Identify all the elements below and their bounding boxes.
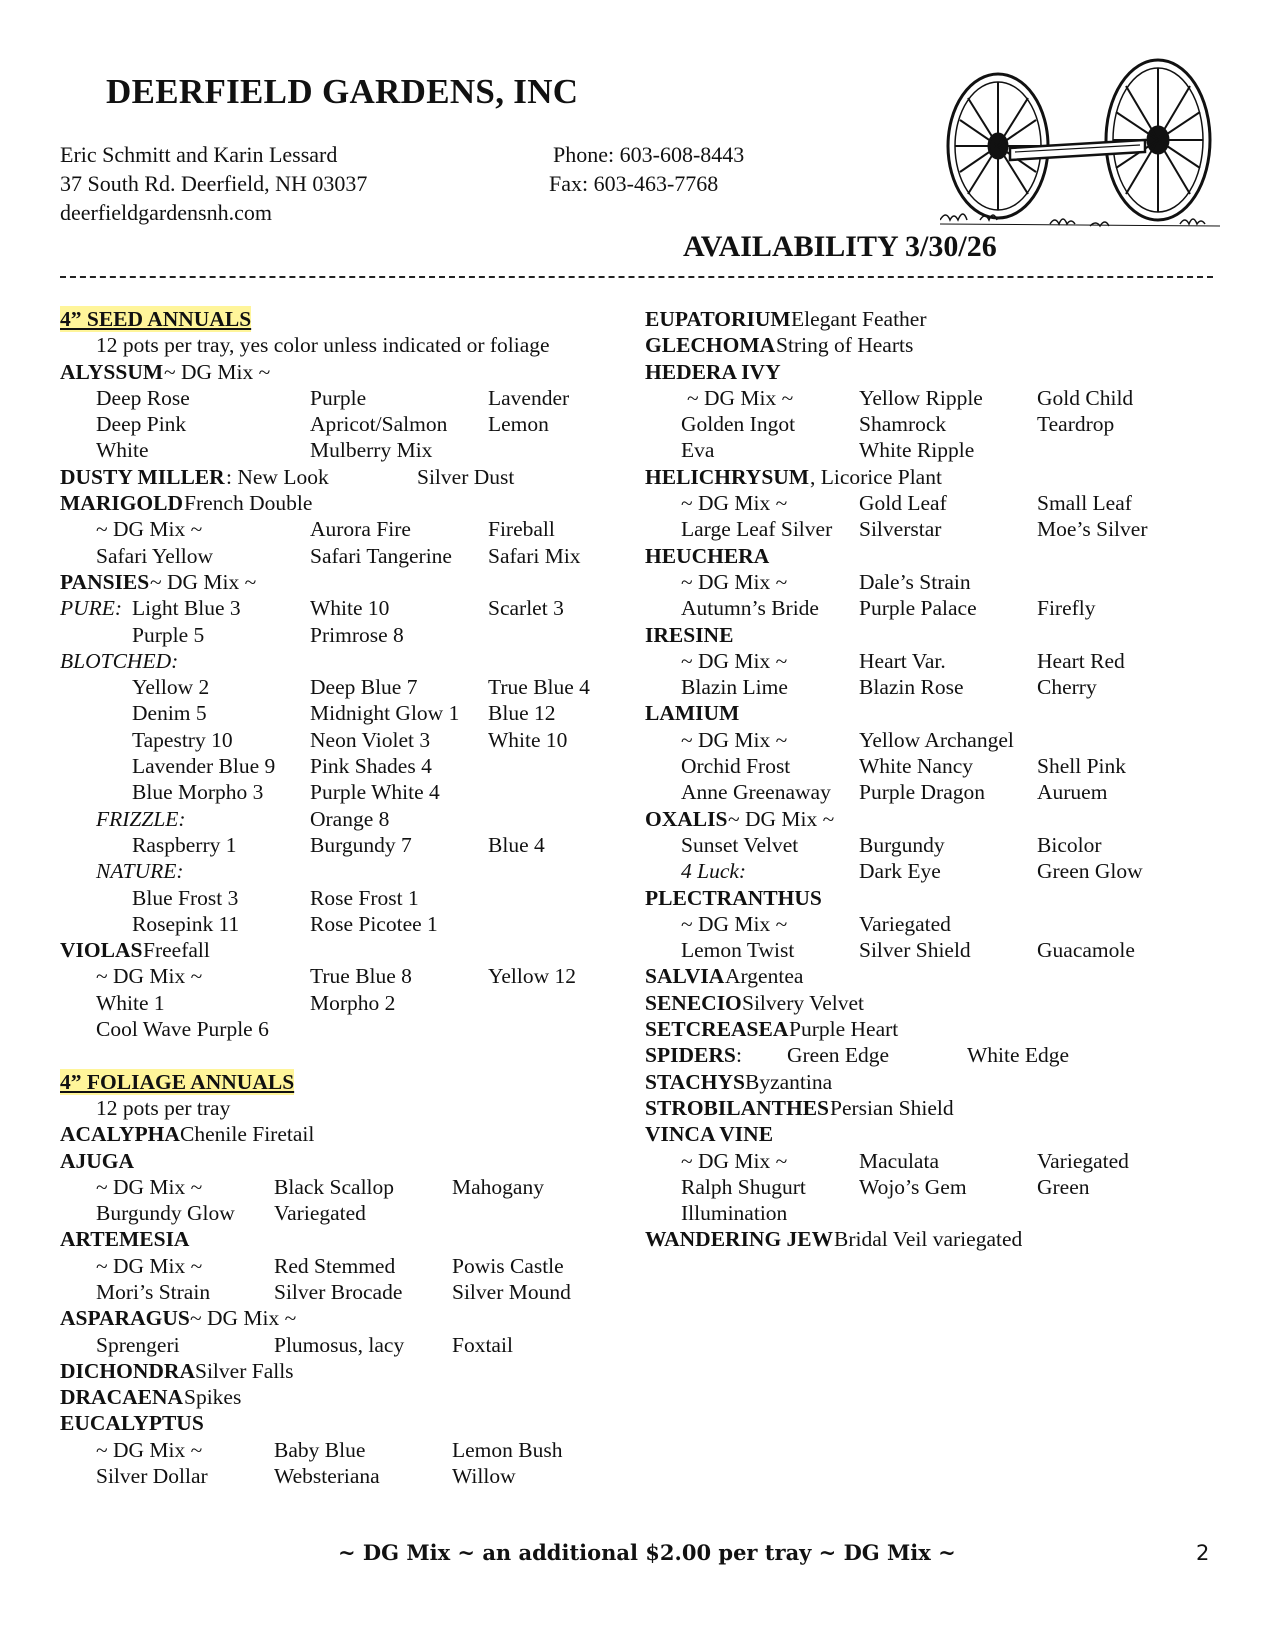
plant-subtitle: Freefall — [143, 938, 210, 963]
variety: Safari Tangerine — [310, 543, 452, 568]
variety: Burgundy Glow — [96, 1201, 235, 1226]
variety: Shell Pink — [1037, 754, 1127, 779]
variety: Purple White 4 — [310, 780, 440, 805]
variety: Blazin Rose — [859, 675, 964, 700]
variety: ~ DG Mix ~ — [687, 385, 794, 410]
variety: Moe’s Silver — [1037, 517, 1148, 542]
wagon-wheels-icon — [940, 48, 1220, 238]
variety: Firefly — [1037, 596, 1096, 621]
variety: Yellow 12 — [488, 964, 577, 989]
plant-heading: SALVIA — [645, 964, 725, 989]
variety: Rosepink 11 — [132, 911, 240, 936]
plant-subtitle: Spikes — [184, 1385, 242, 1410]
variety: Burgundy — [859, 832, 945, 857]
variety: Cool Wave Purple 6 — [96, 1017, 269, 1042]
plant-subtitle: Chenile Firetail — [180, 1122, 315, 1147]
variety: ~ DG Mix ~ — [681, 648, 788, 673]
variety: Purple — [310, 385, 367, 410]
plant-heading: HEDERA IVY — [645, 359, 781, 384]
plant-heading: STACHYS — [645, 1069, 745, 1094]
variety-label: FRIZZLE: — [96, 806, 186, 831]
variety: Heart Red — [1037, 648, 1125, 673]
variety: White 10 — [488, 727, 568, 752]
variety: Guacamole — [1037, 938, 1135, 963]
plant-heading: HEUCHERA — [645, 543, 770, 568]
plant-heading: EUCALYPTUS — [60, 1411, 204, 1436]
variety: ~ DG Mix ~ — [681, 491, 788, 516]
page-number: 2 — [1196, 1541, 1210, 1565]
variety: Red Stemmed — [274, 1253, 396, 1278]
plant-heading: SENECIO — [645, 990, 742, 1015]
plant-heading: ACALYPHA — [60, 1122, 180, 1147]
variety: White 1 — [96, 990, 165, 1015]
variety: ~ DG Mix ~ — [681, 1148, 788, 1173]
variety: Bicolor — [1037, 832, 1102, 857]
plant-heading: EUPATORIUM — [645, 307, 791, 331]
variety: Neon Violet 3 — [310, 727, 431, 752]
variety: Midnight Glow 1 — [310, 701, 460, 726]
plant-subtitle: , Licorice Plant — [810, 464, 942, 489]
variety: Denim 5 — [132, 701, 207, 726]
plant-subtitle: Byzantina — [745, 1069, 833, 1094]
variety: White Edge — [967, 1043, 1070, 1068]
variety: Sprengeri — [96, 1332, 180, 1357]
variety: ~ DG Mix ~ — [681, 727, 788, 752]
plant-subtitle: ~ DG Mix ~ — [190, 1306, 297, 1331]
variety: Green — [1037, 1174, 1090, 1199]
variety: Small Leaf — [1037, 491, 1132, 516]
variety: Deep Blue 7 — [310, 675, 418, 700]
variety: White Ripple — [859, 438, 975, 463]
plant-heading: LAMIUM — [645, 701, 740, 726]
plant-heading: SPIDERS — [645, 1043, 736, 1068]
variety: Cherry — [1037, 675, 1097, 700]
variety: Raspberry 1 — [132, 832, 237, 857]
header-divider — [60, 276, 1213, 278]
plant-heading: ALYSSUM — [60, 359, 164, 384]
plant-heading: DUSTY MILLER — [60, 464, 225, 489]
variety: Mahogany — [452, 1174, 544, 1199]
variety: Large Leaf Silver — [681, 517, 833, 542]
plant-subtitle: String of Hearts — [776, 333, 914, 358]
variety: Maculata — [859, 1148, 939, 1173]
variety: ~ DG Mix ~ — [96, 1437, 203, 1462]
variety: Ralph Shugurt — [681, 1174, 806, 1199]
variety: Orange 8 — [310, 806, 390, 831]
plant-heading: OXALIS — [645, 806, 728, 831]
variety: ~ DG Mix ~ — [681, 569, 788, 594]
plant-heading: PLECTRANTHUS — [645, 885, 822, 910]
plant-heading: ARTEMESIA — [60, 1227, 190, 1252]
variety: Gold Leaf — [859, 491, 947, 516]
plant-heading: DRACAENA — [60, 1385, 184, 1410]
variety: Green Edge — [787, 1043, 890, 1068]
variety: Powis Castle — [452, 1253, 564, 1278]
variety: Golden Ingot — [681, 412, 796, 437]
plant-subtitle: ~ DG Mix ~ — [164, 359, 271, 384]
variety: Silver Shield — [859, 938, 971, 963]
variety: Baby Blue — [274, 1437, 366, 1462]
variety: Green Glow — [1037, 859, 1143, 884]
phone: Phone: 603-608-8443 — [553, 142, 745, 167]
plant-heading: ASPARAGUS — [60, 1306, 190, 1331]
variety: Plumosus, lacy — [274, 1332, 405, 1357]
variety: Yellow Ripple — [859, 385, 983, 410]
plant-subtitle: ~ DG Mix ~ — [150, 569, 257, 594]
variety: Gold Child — [1037, 385, 1134, 410]
plant-subtitle: French Double — [184, 491, 313, 516]
variety: Silverstar — [859, 517, 942, 542]
variety: Sunset Velvet — [681, 832, 799, 857]
variety: Purple 5 — [132, 622, 205, 647]
plant-subtitle: Bridal Veil variegated — [834, 1227, 1023, 1252]
variety: Purple Dragon — [859, 780, 985, 805]
variety: ~ DG Mix ~ — [96, 1174, 203, 1199]
plant-heading: DICHONDRA — [60, 1358, 195, 1383]
plant-subtitle: Elegant Feather — [791, 307, 927, 331]
plant-subtitle: Purple Heart — [789, 1017, 899, 1042]
variety: Illumination — [681, 1201, 788, 1226]
variety: Auruem — [1037, 780, 1108, 805]
variety: Variegated — [1037, 1148, 1129, 1173]
variety: ~ DG Mix ~ — [96, 964, 203, 989]
owners: Eric Schmitt and Karin Lessard — [60, 142, 338, 167]
plant-heading: STROBILANTHES — [645, 1095, 830, 1120]
availability-date: AVAILABILITY 3/30/26 — [683, 230, 997, 263]
variety: Lemon Bush — [452, 1437, 563, 1462]
variety: Heart Var. — [859, 648, 946, 673]
variety: Lavender Blue 9 — [132, 754, 276, 779]
company-title: DEERFIELD GARDENS, INC — [106, 72, 579, 111]
variety: Apricot/Salmon — [310, 412, 448, 437]
variety: Lavender — [488, 385, 570, 410]
variety: Silver Dust — [417, 464, 515, 489]
variety: White Nancy — [859, 754, 974, 779]
variety: Deep Rose — [96, 385, 190, 410]
variety: Foxtail — [452, 1332, 513, 1357]
address: 37 South Rd. Deerfield, NH 03037 — [60, 171, 368, 196]
plant-subtitle: ~ DG Mix ~ — [728, 806, 835, 831]
variety: Safari Mix — [488, 543, 581, 568]
variety: Yellow 2 — [132, 675, 210, 700]
variety: Deep Pink — [96, 412, 187, 437]
variety: Variegated — [859, 911, 951, 936]
plant-heading: WANDERING JEW — [645, 1227, 834, 1252]
variety: Silver Brocade — [274, 1279, 403, 1304]
website[interactable]: deerfieldgardensnh.com — [60, 200, 272, 225]
variety: Teardrop — [1037, 412, 1115, 437]
variety: Autumn’s Bride — [681, 596, 819, 621]
variety: Black Scallop — [274, 1174, 395, 1199]
variety: Purple Palace — [859, 596, 977, 621]
plant-heading: MARIGOLD — [60, 491, 184, 516]
plant-heading: VINCA VINE — [645, 1122, 774, 1147]
variety: Silver Mound — [452, 1279, 571, 1304]
variety: Rose Picotee 1 — [310, 911, 438, 936]
variety: Eva — [681, 438, 715, 463]
variety: Tapestry 10 — [132, 727, 233, 752]
variety: ~ DG Mix ~ — [96, 1253, 203, 1278]
variety: Blue 4 — [488, 832, 545, 857]
variety: Shamrock — [859, 412, 947, 437]
variety-label: 4 Luck: — [681, 859, 747, 884]
variety: Orchid Frost — [681, 754, 791, 779]
variety: Anne Greenaway — [681, 780, 831, 805]
variety: Mulberry Mix — [310, 438, 433, 463]
contact-block — [60, 140, 367, 227]
variety: ~ DG Mix ~ — [96, 517, 203, 542]
variety: Light Blue 3 — [132, 596, 241, 621]
variety: Blue Morpho 3 — [132, 780, 264, 805]
variety: True Blue 8 — [310, 964, 412, 989]
section-heading: 4” SEED ANNUALS — [60, 307, 252, 331]
variety: Dark Eye — [859, 859, 941, 884]
variety: Mori’s Strain — [96, 1279, 211, 1304]
variety: Blue 12 — [488, 701, 556, 726]
plant-subtitle: Silver Falls — [195, 1358, 294, 1383]
variety: Silver Dollar — [96, 1464, 208, 1489]
variety: Blazin Lime — [681, 675, 788, 700]
variety: Yellow Archangel — [859, 727, 1014, 752]
variety: Pink Shades 4 — [310, 754, 432, 779]
variety: Aurora Fire — [310, 517, 411, 542]
phone-fax-block — [549, 140, 745, 198]
plant-subtitle: : New Look — [226, 464, 329, 489]
variety: Dale’s Strain — [859, 569, 971, 594]
section-heading: 4” FOLIAGE ANNUALS — [60, 1069, 295, 1094]
variety: Primrose 8 — [310, 622, 404, 647]
variety: Lemon — [488, 412, 549, 437]
variety-label: PURE: — [60, 596, 123, 621]
variety: Scarlet 3 — [488, 596, 564, 621]
variety: Fireball — [488, 517, 555, 542]
footer-note: ~ DG Mix ~ an additional $2.00 per tray ~ DG Mix ~ — [338, 1540, 956, 1565]
variety: ~ DG Mix ~ — [681, 911, 788, 936]
plant-subtitle: : — [736, 1043, 742, 1068]
plant-subtitle: Persian Shield — [830, 1095, 954, 1120]
variety-label: BLOTCHED: — [60, 648, 179, 673]
variety: True Blue 4 — [488, 675, 590, 700]
variety: White 10 — [310, 596, 390, 621]
variety: Lemon Twist — [681, 938, 795, 963]
plant-heading: VIOLAS — [60, 938, 143, 963]
section-note: 12 pots per tray — [96, 1095, 231, 1120]
variety: Burgundy 7 — [310, 832, 412, 857]
variety: Safari Yellow — [96, 543, 214, 568]
fax: Fax: 603-463-7768 — [549, 171, 719, 196]
section-note: 12 pots per tray, yes color unless indicated or foliage — [96, 333, 550, 358]
plant-heading: HELICHRYSUM — [645, 464, 810, 489]
variety: Blue Frost 3 — [132, 885, 239, 910]
variety: Wojo’s Gem — [859, 1174, 967, 1199]
plant-heading: SETCREASEA — [645, 1017, 789, 1042]
variety: Rose Frost 1 — [310, 885, 419, 910]
plant-heading: PANSIES — [60, 569, 150, 594]
plant-heading: IRESINE — [645, 622, 734, 647]
variety: White — [96, 438, 149, 463]
variety-label: NATURE: — [96, 859, 184, 884]
plant-heading: GLECHOMA — [645, 333, 776, 358]
plant-subtitle: Argentea — [725, 964, 804, 989]
plant-subtitle: Silvery Velvet — [742, 990, 865, 1015]
variety: Variegated — [274, 1201, 366, 1226]
variety: Websteriana — [274, 1464, 380, 1489]
variety: Morpho 2 — [310, 990, 396, 1015]
plant-heading: AJUGA — [60, 1148, 135, 1173]
variety: Willow — [452, 1464, 516, 1489]
